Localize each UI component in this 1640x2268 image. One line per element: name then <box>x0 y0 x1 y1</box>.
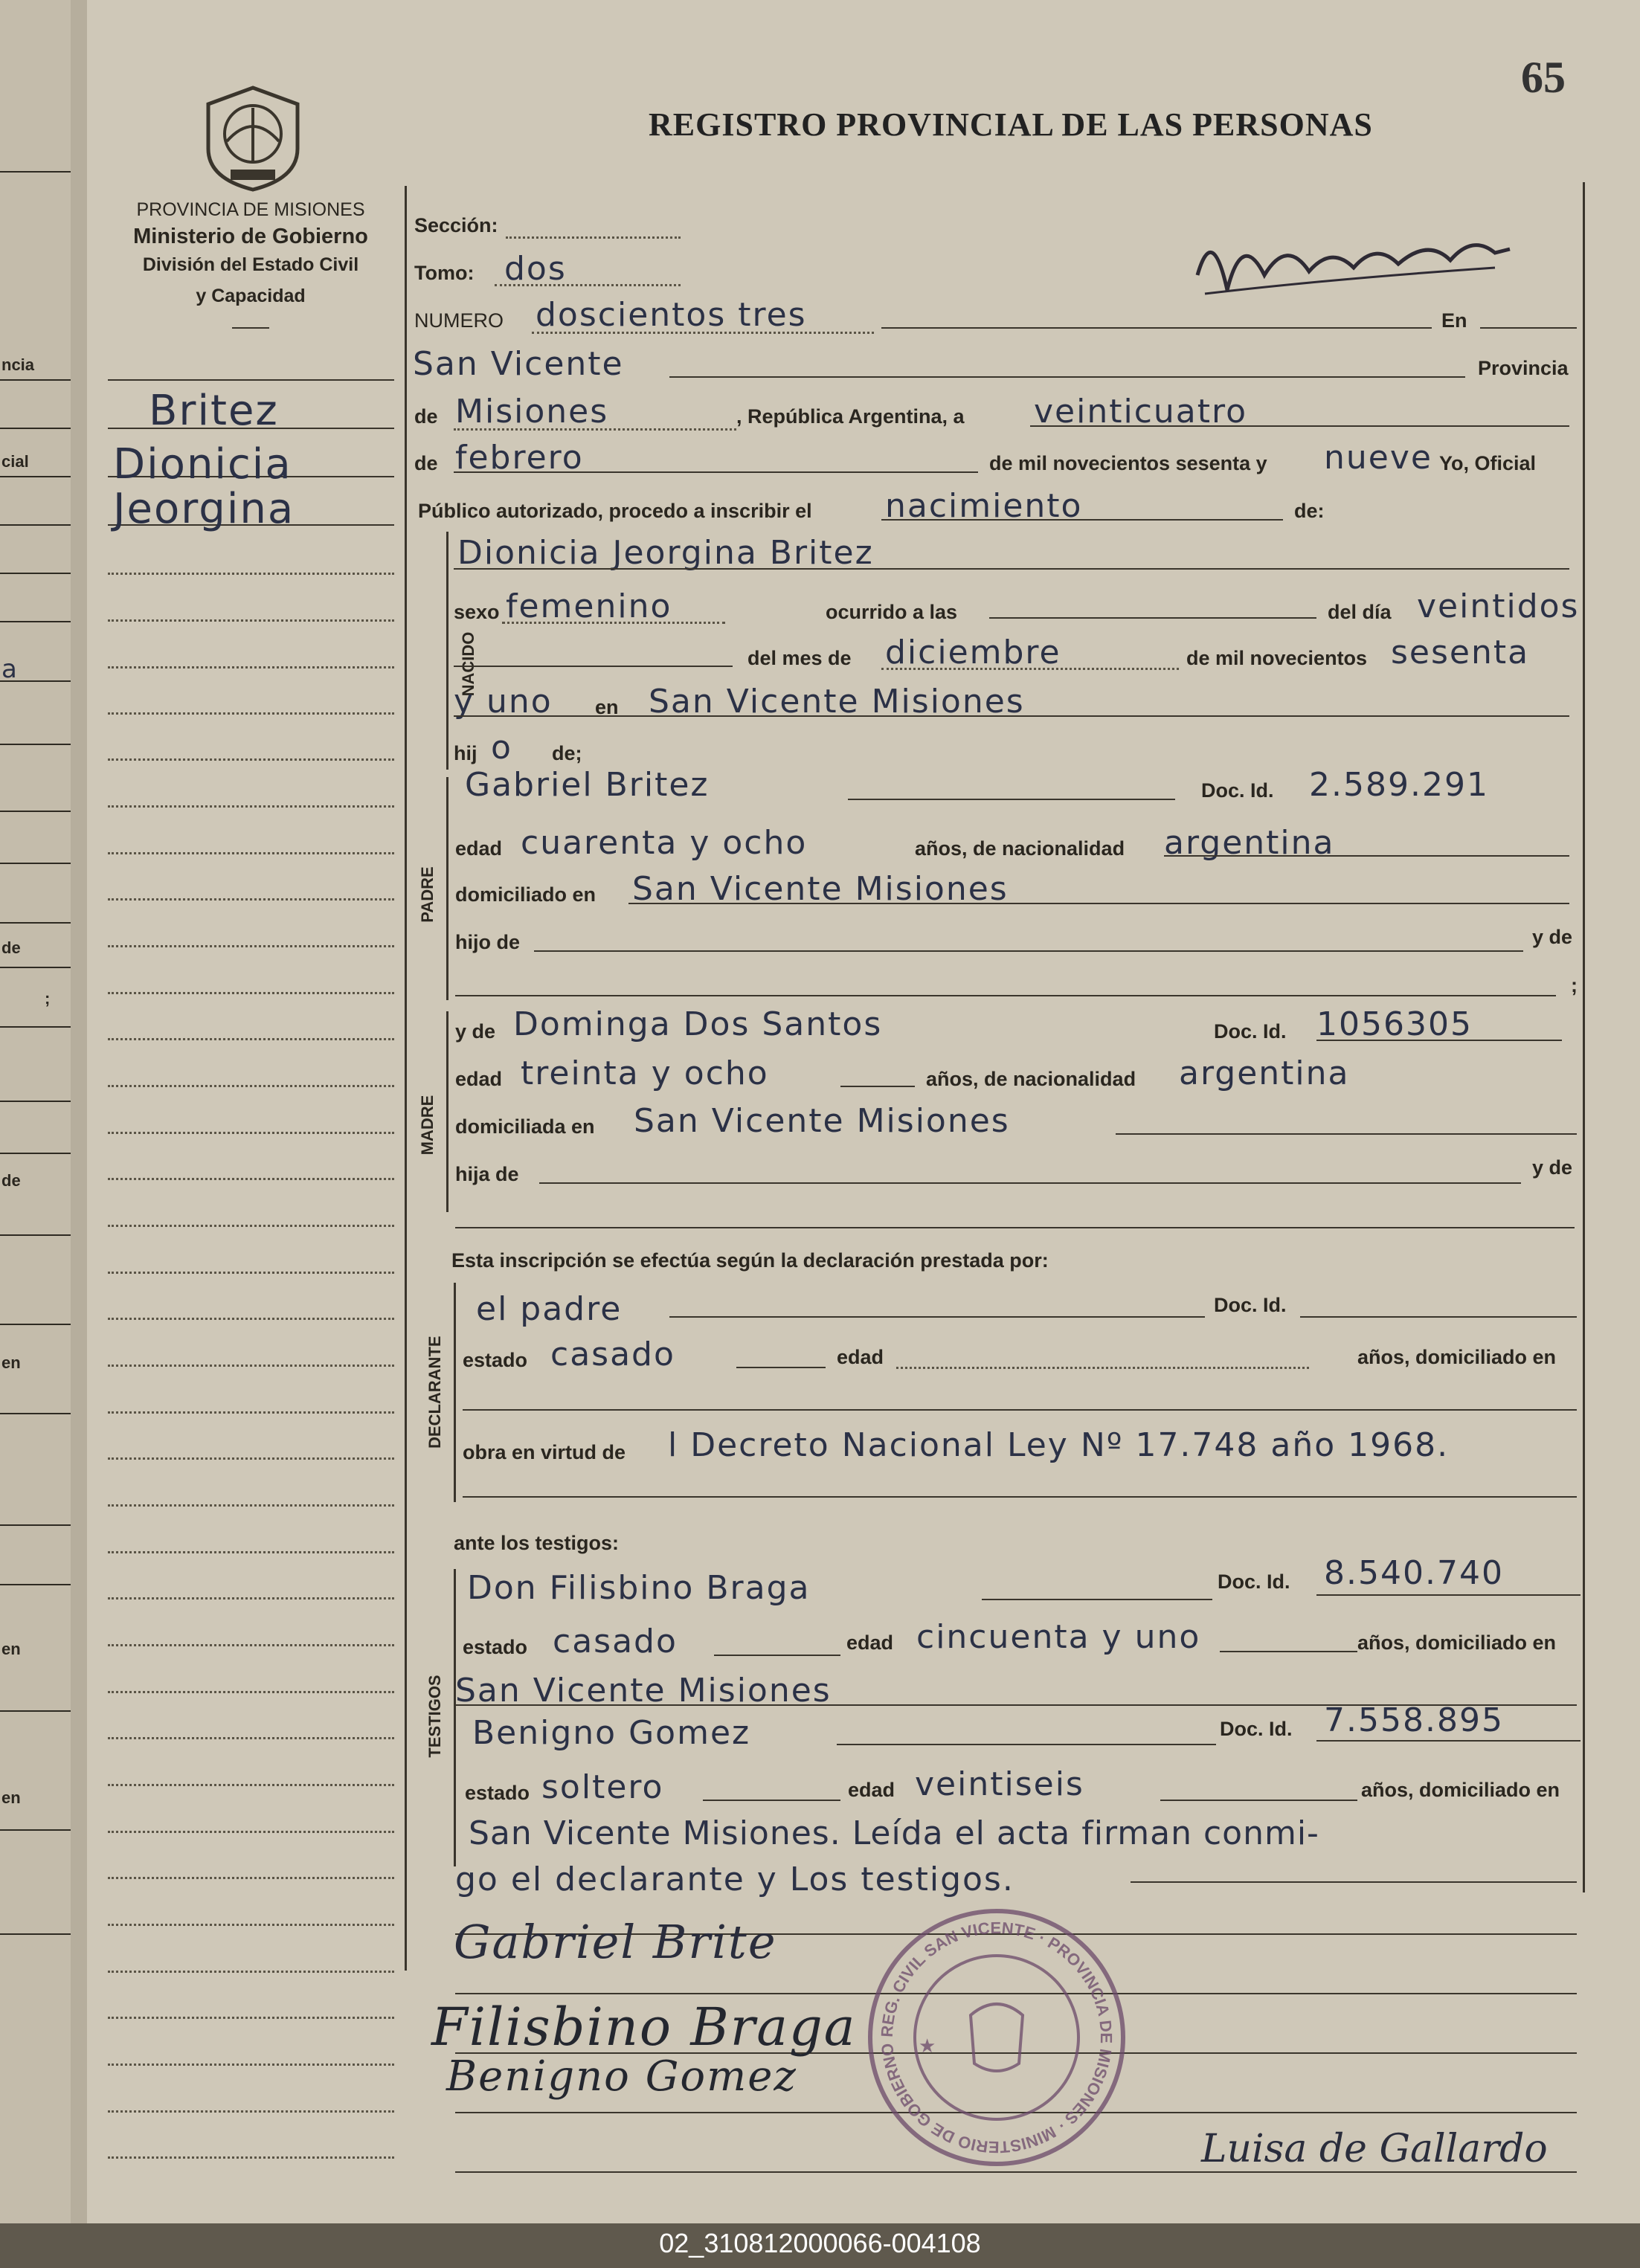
strip-label: de <box>1 1171 21 1190</box>
obra-label: obra en virtud de <box>463 1441 626 1463</box>
padre-y-de: y de <box>1532 926 1573 948</box>
nacido-nombre: Dionicia Jeorgina Britez <box>457 534 874 572</box>
official-stamp-seal <box>863 1904 1131 2171</box>
acta-cierre: go el declarante y Los testigos. <box>455 1861 1014 1898</box>
yo-oficial-label: Yo, Oficial <box>1439 452 1537 474</box>
testigos-intro: ante los testigos: <box>454 1532 620 1554</box>
signature-testigo2: Benigno Gomez <box>446 2052 797 2101</box>
padre-dom-label: domiciliado en <box>455 883 596 906</box>
office-ministry: Ministerio de Gobierno <box>133 225 368 248</box>
padre-doc: 2.589.291 <box>1309 766 1489 804</box>
de-colon-label: de: <box>1294 500 1325 522</box>
margin-first-name: Dionicia <box>113 440 292 489</box>
testigo2-dom-label: años, domiciliado en <box>1361 1779 1560 1801</box>
signature-declarante: Gabriel Brite <box>454 1915 777 1969</box>
hijo-suffix: o <box>491 729 512 767</box>
registrar-initials-signature <box>1183 208 1525 312</box>
nacido-de-label: de; <box>552 742 582 764</box>
numero-value: doscientos tres <box>536 296 807 334</box>
nacido-dia: veintidos <box>1417 587 1580 625</box>
padre-edad: cuarenta y ocho <box>521 824 808 862</box>
signature-testigo1: Filisbino Braga <box>431 1997 857 2058</box>
testigo2-domicilio: San Vicente Misiones. Leída el acta firman conmi- <box>469 1814 1319 1852</box>
strip-label: a <box>1 654 17 684</box>
office-province: PROVINCIA DE MISIONES <box>136 199 365 220</box>
office-division-2: y Capacidad <box>196 286 306 306</box>
strip-label: en <box>1 1353 21 1372</box>
declarante-intro: Esta inscripción se efectúa según la declaración prestada por: <box>451 1249 1049 1272</box>
strip-label: en <box>1 1640 21 1658</box>
strip-label: cial <box>1 452 29 471</box>
strip-label: en <box>1 1788 21 1807</box>
svg-text:★: ★ <box>919 2035 936 2057</box>
margin-second-name: Jeorgina <box>113 485 295 533</box>
document-code: 02_310812000066-004108 <box>659 2228 981 2258</box>
tomo-value: dos <box>504 250 567 288</box>
dia-value: veinticuatro <box>1034 393 1248 431</box>
nacido-en-label: en <box>595 696 619 718</box>
provincia-label: Provincia <box>1478 357 1569 379</box>
provincial-emblem-icon <box>197 82 309 193</box>
declarante-section-label: DECLARANTE <box>425 1336 444 1449</box>
signature-oficial: Luisa de Gallardo <box>1201 2127 1548 2171</box>
anio-value: nueve <box>1324 439 1432 477</box>
lugar-value: San Vicente <box>413 345 624 383</box>
testigo1-dom-label: años, domiciliado en <box>1357 1631 1557 1654</box>
provincia-value: Misiones <box>455 393 609 431</box>
madre-y-de: y de <box>1532 1156 1573 1179</box>
testigo1-estado: casado <box>553 1623 678 1660</box>
madre-nac-label: años, de nacionalidad <box>926 1068 1136 1090</box>
madre-edad: treinta y ocho <box>521 1054 769 1092</box>
padre-nac-label: años, de nacionalidad <box>915 837 1125 860</box>
en-label: En <box>1441 309 1467 332</box>
del-dia-label: del día <box>1328 601 1392 623</box>
testigo2-estado: soltero <box>541 1768 664 1806</box>
republica-label: , República Argentina, a <box>736 405 965 428</box>
testigo1-estado-label: estado <box>463 1636 528 1658</box>
testigo2-edad: veintiseis <box>915 1765 1084 1803</box>
testigo1-edad-label: edad <box>846 1631 894 1654</box>
seccion-label: Sección: <box>414 214 498 236</box>
madre-hija-label: hija de <box>455 1163 519 1185</box>
padre-doc-label: Doc. Id. <box>1201 779 1274 802</box>
hijo-label: hij <box>454 742 477 764</box>
numero-label: NUMERO <box>414 309 504 332</box>
declarante-estado: casado <box>550 1336 675 1373</box>
testigo2-estado-label: estado <box>465 1782 530 1804</box>
madre-edad-label: edad <box>455 1068 503 1090</box>
testigo1-domicilio: San Vicente Misiones <box>455 1672 832 1710</box>
declarante-doc-label: Doc. Id. <box>1214 1294 1287 1316</box>
padre-section-label: PADRE <box>418 866 437 923</box>
declarante-dom-label: años, domiciliado en <box>1357 1346 1557 1368</box>
de-label: de <box>414 405 438 428</box>
strip-label: ncia <box>1 355 35 374</box>
nacido-section-label: NACIDO <box>459 631 477 697</box>
madre-nacionalidad: argentina <box>1179 1054 1350 1092</box>
padre-edad-label: edad <box>455 837 503 860</box>
mes-value: febrero <box>455 439 584 477</box>
madre-section-label: MADRE <box>418 1095 437 1156</box>
strip-label: de <box>1 938 21 957</box>
declarante-edad-label: edad <box>837 1346 884 1368</box>
mes-label: del mes de <box>747 647 852 669</box>
testigos-section-label: TESTIGOS <box>425 1675 444 1758</box>
testigo2-edad-label: edad <box>848 1779 895 1801</box>
testigo1-doc-label: Doc. Id. <box>1218 1570 1290 1593</box>
stamp-ring-text: REG. CIVIL SAN VICENTE · PROVINCIA DE MISIONES · MINISTERIO DE GOBIERNO <box>877 1918 1116 2157</box>
previous-page-edge <box>0 0 73 2223</box>
binding-gutter <box>71 0 87 2223</box>
madre-y-de-label: y de <box>455 1020 496 1043</box>
ocurrido-label: ocurrido a las <box>826 601 958 623</box>
nacido-anio-b: y uno <box>454 683 553 721</box>
testigo1-doc: 8.540.740 <box>1324 1554 1504 1592</box>
madre-doc: 1056305 <box>1316 1005 1473 1043</box>
strip-label: ; <box>45 989 51 1008</box>
madre-domicilio: San Vicente Misiones <box>634 1102 1010 1140</box>
sexo-value: femenino <box>506 587 672 625</box>
madre-nombre: Dominga Dos Santos <box>513 1005 883 1043</box>
nacido-mes: diciembre <box>885 634 1061 671</box>
nacido-anio-label: de mil novecientos <box>1186 647 1368 669</box>
acto-value: nacimiento <box>885 487 1083 525</box>
page-title: REGISTRO PROVINCIAL DE LAS PERSONAS <box>649 106 1373 143</box>
anio-label: de mil novecientos sesenta y <box>989 452 1267 474</box>
testigo2-nombre: Benigno Gomez <box>472 1714 751 1752</box>
tomo-label: Tomo: <box>414 262 475 284</box>
declarante-nombre: el padre <box>476 1290 623 1328</box>
madre-doc-label: Doc. Id. <box>1214 1020 1287 1043</box>
testigo1-nombre: Don Filisbino Braga <box>467 1569 811 1607</box>
nacido-lugar: San Vicente Misiones <box>649 683 1025 721</box>
obra-value: l Decreto Nacional Ley Nº 17.748 año 1968. <box>668 1426 1450 1464</box>
sexo-label: sexo <box>454 601 500 623</box>
padre-hijo-label: hijo de <box>455 931 520 953</box>
de-label-2: de <box>414 452 438 474</box>
nacido-anio-a: sesenta <box>1391 634 1530 671</box>
padre-nombre: Gabriel Britez <box>465 766 710 804</box>
testigo1-edad: cincuenta y uno <box>916 1618 1201 1656</box>
office-division: División del Estado Civil <box>142 254 359 275</box>
declarante-estado-label: estado <box>463 1349 528 1371</box>
testigo2-doc: 7.558.895 <box>1324 1701 1504 1739</box>
madre-dom-label: domiciliada en <box>455 1115 595 1138</box>
testigo2-doc-label: Doc. Id. <box>1220 1718 1293 1740</box>
margin-surname: Britez <box>149 387 279 435</box>
publico-label: Público autorizado, procedo a inscribir el <box>418 500 812 522</box>
padre-nacionalidad: argentina <box>1164 824 1335 862</box>
padre-semicolon: ; <box>1571 974 1578 996</box>
page-number: 65 <box>1521 53 1566 102</box>
padre-domicilio: San Vicente Misiones <box>632 870 1009 908</box>
